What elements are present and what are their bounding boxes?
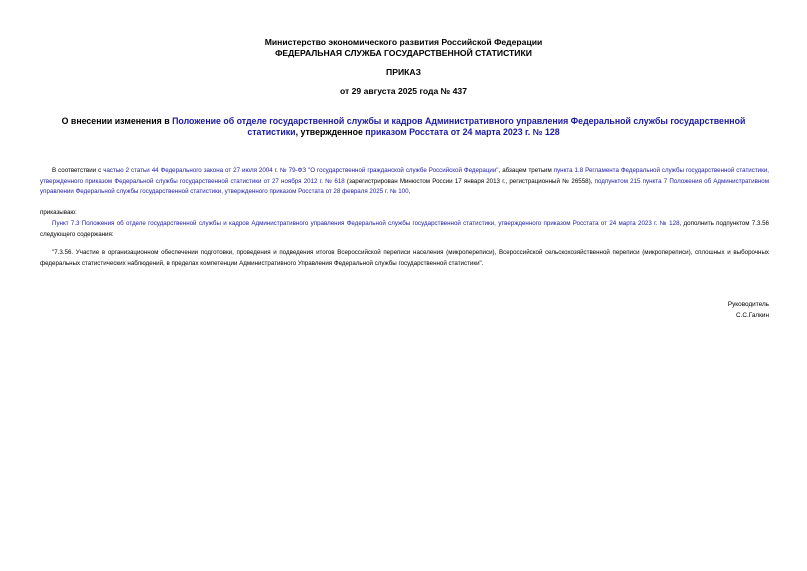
signature-name: С.С.Галкин <box>735 312 769 319</box>
order-paragraph <box>40 219 769 240</box>
order-text: , дополнить подпунктом 7.3.56 следующего содержания: <box>40 220 769 238</box>
document-title <box>40 116 767 138</box>
title-link-regulation[interactable]: Положение об отделе государственной службы и кадров Административного управления Федеральной службы государственной статистики <box>172 116 746 137</box>
document-type: ПРИКАЗ <box>386 67 421 77</box>
quote-paragraph: "7.3.56. Участие в организационном обеспечении подготовки, проведения и подведения итогов Всероссийской переписи населения (микропереписи), Всероссийской сельскохозяйственной переписи (микропереписи), сплошных и выборочных федеральных статистических наблюдений, в пределах компетенции Административного Управления Федеральной службы государственной статистики". <box>40 249 769 267</box>
preamble-paragraph <box>40 166 769 198</box>
preamble-text-3: (зарегистрирован Минюстом России 17 января 2013 г., регистрационный № 26558), <box>344 177 595 185</box>
signature-position: Руководитель <box>727 301 769 308</box>
preamble-text-4: , <box>408 188 411 195</box>
order-word: приказываю: <box>40 209 77 216</box>
title-link-order[interactable]: приказом Росстата от 24 марта 2023 г. № 128 <box>365 127 560 137</box>
order-link-point[interactable]: Пункт 7.3 Положения об отделе государственной службы и кадров Административного управления Федеральной службы государственной статистики, утвержденного приказом Росстата от 24 марта 2023 г. № 128 <box>52 220 680 227</box>
preamble-link-federal-law[interactable]: частью 2 статьи 44 Федерального закона от 27 июля 2004 г. № 79-ФЗ "О государственной гражданской службе Российской Федерации" <box>103 167 499 174</box>
ministry-name: Министерство экономического развития Российской Федерации <box>264 37 543 47</box>
preamble-text-1: В соответствии с <box>52 167 104 174</box>
preamble-text-2: , абзацем третьим <box>498 167 554 174</box>
preamble-link-admin-regulation[interactable]: подпунктом 215 пункта 7 Положения об Административном управлении Федеральной службы государственной статистики, утвержденного приказом Росстата от 28 февраля 2025 г. № 100 <box>40 177 769 195</box>
service-name: ФЕДЕРАЛЬНАЯ СЛУЖБА ГОСУДАРСТВЕННОЙ СТАТИСТИКИ <box>275 48 532 58</box>
title-text-2: , утвержденное <box>295 127 366 137</box>
preamble-link-reglament[interactable]: пункта 1.8 Регламента Федеральной службы государственной статистики, утвержденного приказом Федеральной службы государственной статистики от 27 ноября 2012 г. № 618 <box>40 167 769 185</box>
document-date-number: от 29 августа 2025 года № 437 <box>340 86 467 96</box>
title-text-1: О внесении изменения в <box>61 116 173 126</box>
